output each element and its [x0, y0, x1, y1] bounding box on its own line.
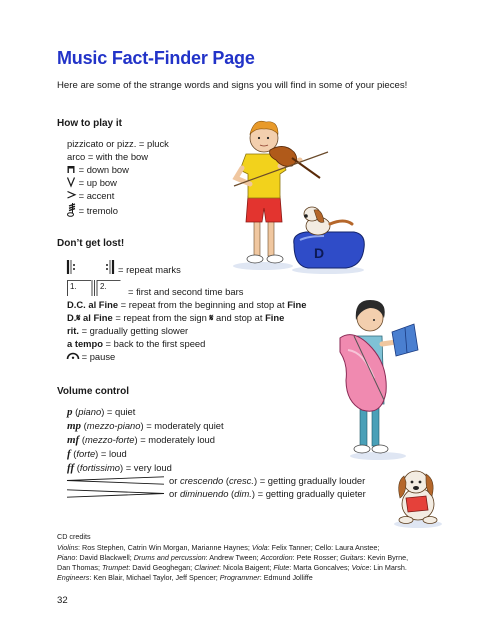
credit-role: Piano: [57, 553, 76, 562]
first-time-box: 1.: [70, 282, 77, 291]
down-bow-icon: [67, 165, 76, 174]
dc-desc: = repeat from the beginning and stop at: [118, 299, 288, 310]
dc-al-fine-line: [67, 299, 306, 310]
forte-symbol: f: [67, 448, 71, 460]
down-bow-line: [67, 164, 129, 175]
intro-text: Here are some of the strange words and signs you will find in some of your pieces!: [57, 80, 408, 91]
piano-desc: = quiet: [104, 406, 136, 417]
credit-names: : David Blackwell;: [75, 553, 134, 562]
credit-role: Drums and percussion: [133, 553, 206, 562]
forte-line: f (forte) = loud: [67, 448, 127, 460]
mezzo-forte-symbol: mf: [67, 434, 80, 446]
crescendo-hairpin-icon: [67, 476, 165, 485]
volume-control-heading: Volume control: [57, 386, 130, 397]
second-time-box: 2.: [100, 282, 107, 291]
credit-names: : Kevin Byrne,: [363, 553, 409, 562]
credit-names: : Edmund Jolliffe: [259, 573, 313, 582]
credit-names: : Ken Blair, Michael Taylor, Jeff Spencer;: [89, 573, 220, 582]
piano-line: p (piano) = quiet: [67, 406, 136, 418]
how-to-play-heading: How to play it: [57, 118, 122, 129]
diminuendo-abbr: dim.: [234, 488, 252, 499]
credit-names: : David Geoghegan;: [128, 563, 195, 572]
fortissimo-symbol: ff: [67, 462, 75, 474]
credit-role: Viola: [251, 543, 268, 552]
forte-desc: = loud: [98, 448, 127, 459]
rit-desc: = gradually getting slower: [78, 325, 189, 336]
ds-fine: Fine: [265, 312, 285, 323]
a-tempo-line: [67, 338, 205, 349]
ds-al-fine-line: [67, 312, 284, 324]
credits-line-2: [57, 553, 408, 563]
cd-credits-heading: CD credits: [57, 532, 91, 541]
segno-icon-inline: 𝄋: [209, 312, 214, 323]
ds-desc2: and stop at: [213, 312, 266, 323]
crescendo-word: crescendo: [179, 475, 224, 486]
pause-label: = pause: [81, 351, 116, 362]
svg-text:D: D: [314, 245, 325, 261]
credit-role: Flute: [273, 563, 290, 572]
credit-role: Clarinet: [194, 563, 219, 572]
accent-label: = accent: [78, 190, 115, 201]
crescendo-abbr: cresc.: [228, 475, 254, 486]
credit-role: Accordion: [260, 553, 293, 562]
mezzo-forte-name: mezzo-forte: [84, 434, 135, 445]
tremolo-line: [67, 203, 118, 217]
fermata-icon: [67, 352, 79, 360]
repeat-marks-icon: [67, 260, 122, 276]
up-bow-icon: [67, 177, 76, 187]
credits-line-1: [57, 543, 379, 553]
mezzo-forte-line: mf (mezzo-forte) = moderately loud: [67, 434, 215, 446]
dc-fine: Fine: [287, 299, 307, 310]
a-tempo-desc: = back to the first speed: [102, 338, 206, 349]
rit-term: rit.: [67, 325, 79, 336]
pizzicato-line: pizzicato or pizz. = pluck: [67, 138, 169, 149]
tremolo-icon: [67, 203, 76, 217]
piano-symbol: p: [67, 406, 73, 418]
ds-desc: = repeat from the sign: [112, 312, 210, 323]
mezzo-piano-name: mezzo-piano: [86, 420, 141, 431]
diminuendo-or: or: [169, 488, 180, 499]
dont-get-lost-heading: Don’t get lost!: [57, 238, 125, 249]
mezzo-forte-desc: = moderately loud: [137, 434, 215, 445]
a-tempo-term: a tempo: [67, 338, 103, 349]
crescendo-line: or crescendo (cresc.) = getting gradually louder: [169, 475, 366, 486]
fortissimo-desc: = very loud: [123, 462, 172, 473]
credit-role: Trumpet: [102, 563, 129, 572]
time-bars-label: = first and second time bars: [128, 286, 244, 297]
diminuendo-desc: = getting gradually quieter: [255, 488, 366, 499]
fortissimo-name: fortissimo: [79, 462, 120, 473]
fortissimo-line: ff (fortissimo) = very loud: [67, 462, 172, 474]
credit-role: Engineers: [57, 573, 90, 582]
credits-line-4: [57, 573, 313, 583]
ds-term-b: al Fine: [80, 312, 113, 323]
credit-names: Dan Thomas;: [57, 563, 103, 572]
credit-names: : Andrew Tween;: [205, 553, 261, 562]
segno-icon: 𝄋: [76, 312, 81, 323]
dog-on-violin-case-illustration: [288, 200, 370, 275]
ds-term-a: D.: [67, 312, 77, 323]
time-bars-icon: [67, 280, 121, 296]
page-title: Music Fact-Finder Page: [57, 48, 255, 68]
girl-reading-with-violin-case-illustration: [338, 292, 423, 462]
page-number: 32: [57, 595, 68, 606]
credit-role: Violins: [57, 543, 79, 552]
rit-line: [67, 325, 188, 336]
credit-role: Programmer: [219, 573, 260, 582]
credit-names: : Nicola Baigent;: [218, 563, 274, 572]
credit-names: : Ros Stephen, Catrin Win Morgan, Marianne Haynes;: [78, 543, 252, 552]
diminuendo-word: diminuendo: [179, 488, 229, 499]
credit-names: : Pete Rosser;: [292, 553, 341, 562]
mezzo-piano-desc: = moderately quiet: [143, 420, 224, 431]
crescendo-desc: = getting gradually louder: [257, 475, 366, 486]
credit-names: : Felix Tanner; Cello: Laura Anstee;: [267, 543, 380, 552]
credits-line-3: [57, 563, 407, 573]
tremolo-label: = tremolo: [78, 205, 118, 216]
credit-names: : Lin Marsh.: [369, 563, 407, 572]
piano-name: piano: [78, 406, 102, 417]
up-bow-label: = up bow: [78, 177, 117, 188]
credit-role: Voice: [351, 563, 370, 572]
forte-name: forte: [76, 448, 96, 459]
repeat-marks-label: = repeat marks: [118, 264, 181, 275]
mezzo-piano-line: mp (mezzo-piano) = moderately quiet: [67, 420, 224, 432]
accent-line: [67, 190, 114, 201]
crescendo-or: or: [169, 475, 180, 486]
diminuendo-line: or diminuendo (dim.) = getting gradually quieter: [169, 488, 366, 499]
mezzo-piano-symbol: mp: [67, 420, 82, 432]
up-bow-line: [67, 177, 117, 188]
arco-line: arco = with the bow: [67, 151, 149, 162]
credit-role: Guitars: [340, 553, 364, 562]
dc-term: D.C. al Fine: [67, 299, 119, 310]
credit-names: : Marta Goncalves;: [289, 563, 352, 572]
pause-line: [67, 351, 115, 362]
accent-icon: [67, 191, 76, 199]
down-bow-label: = down bow: [78, 164, 129, 175]
dog-reading-illustration: [388, 460, 448, 530]
diminuendo-hairpin-icon: [67, 489, 165, 498]
